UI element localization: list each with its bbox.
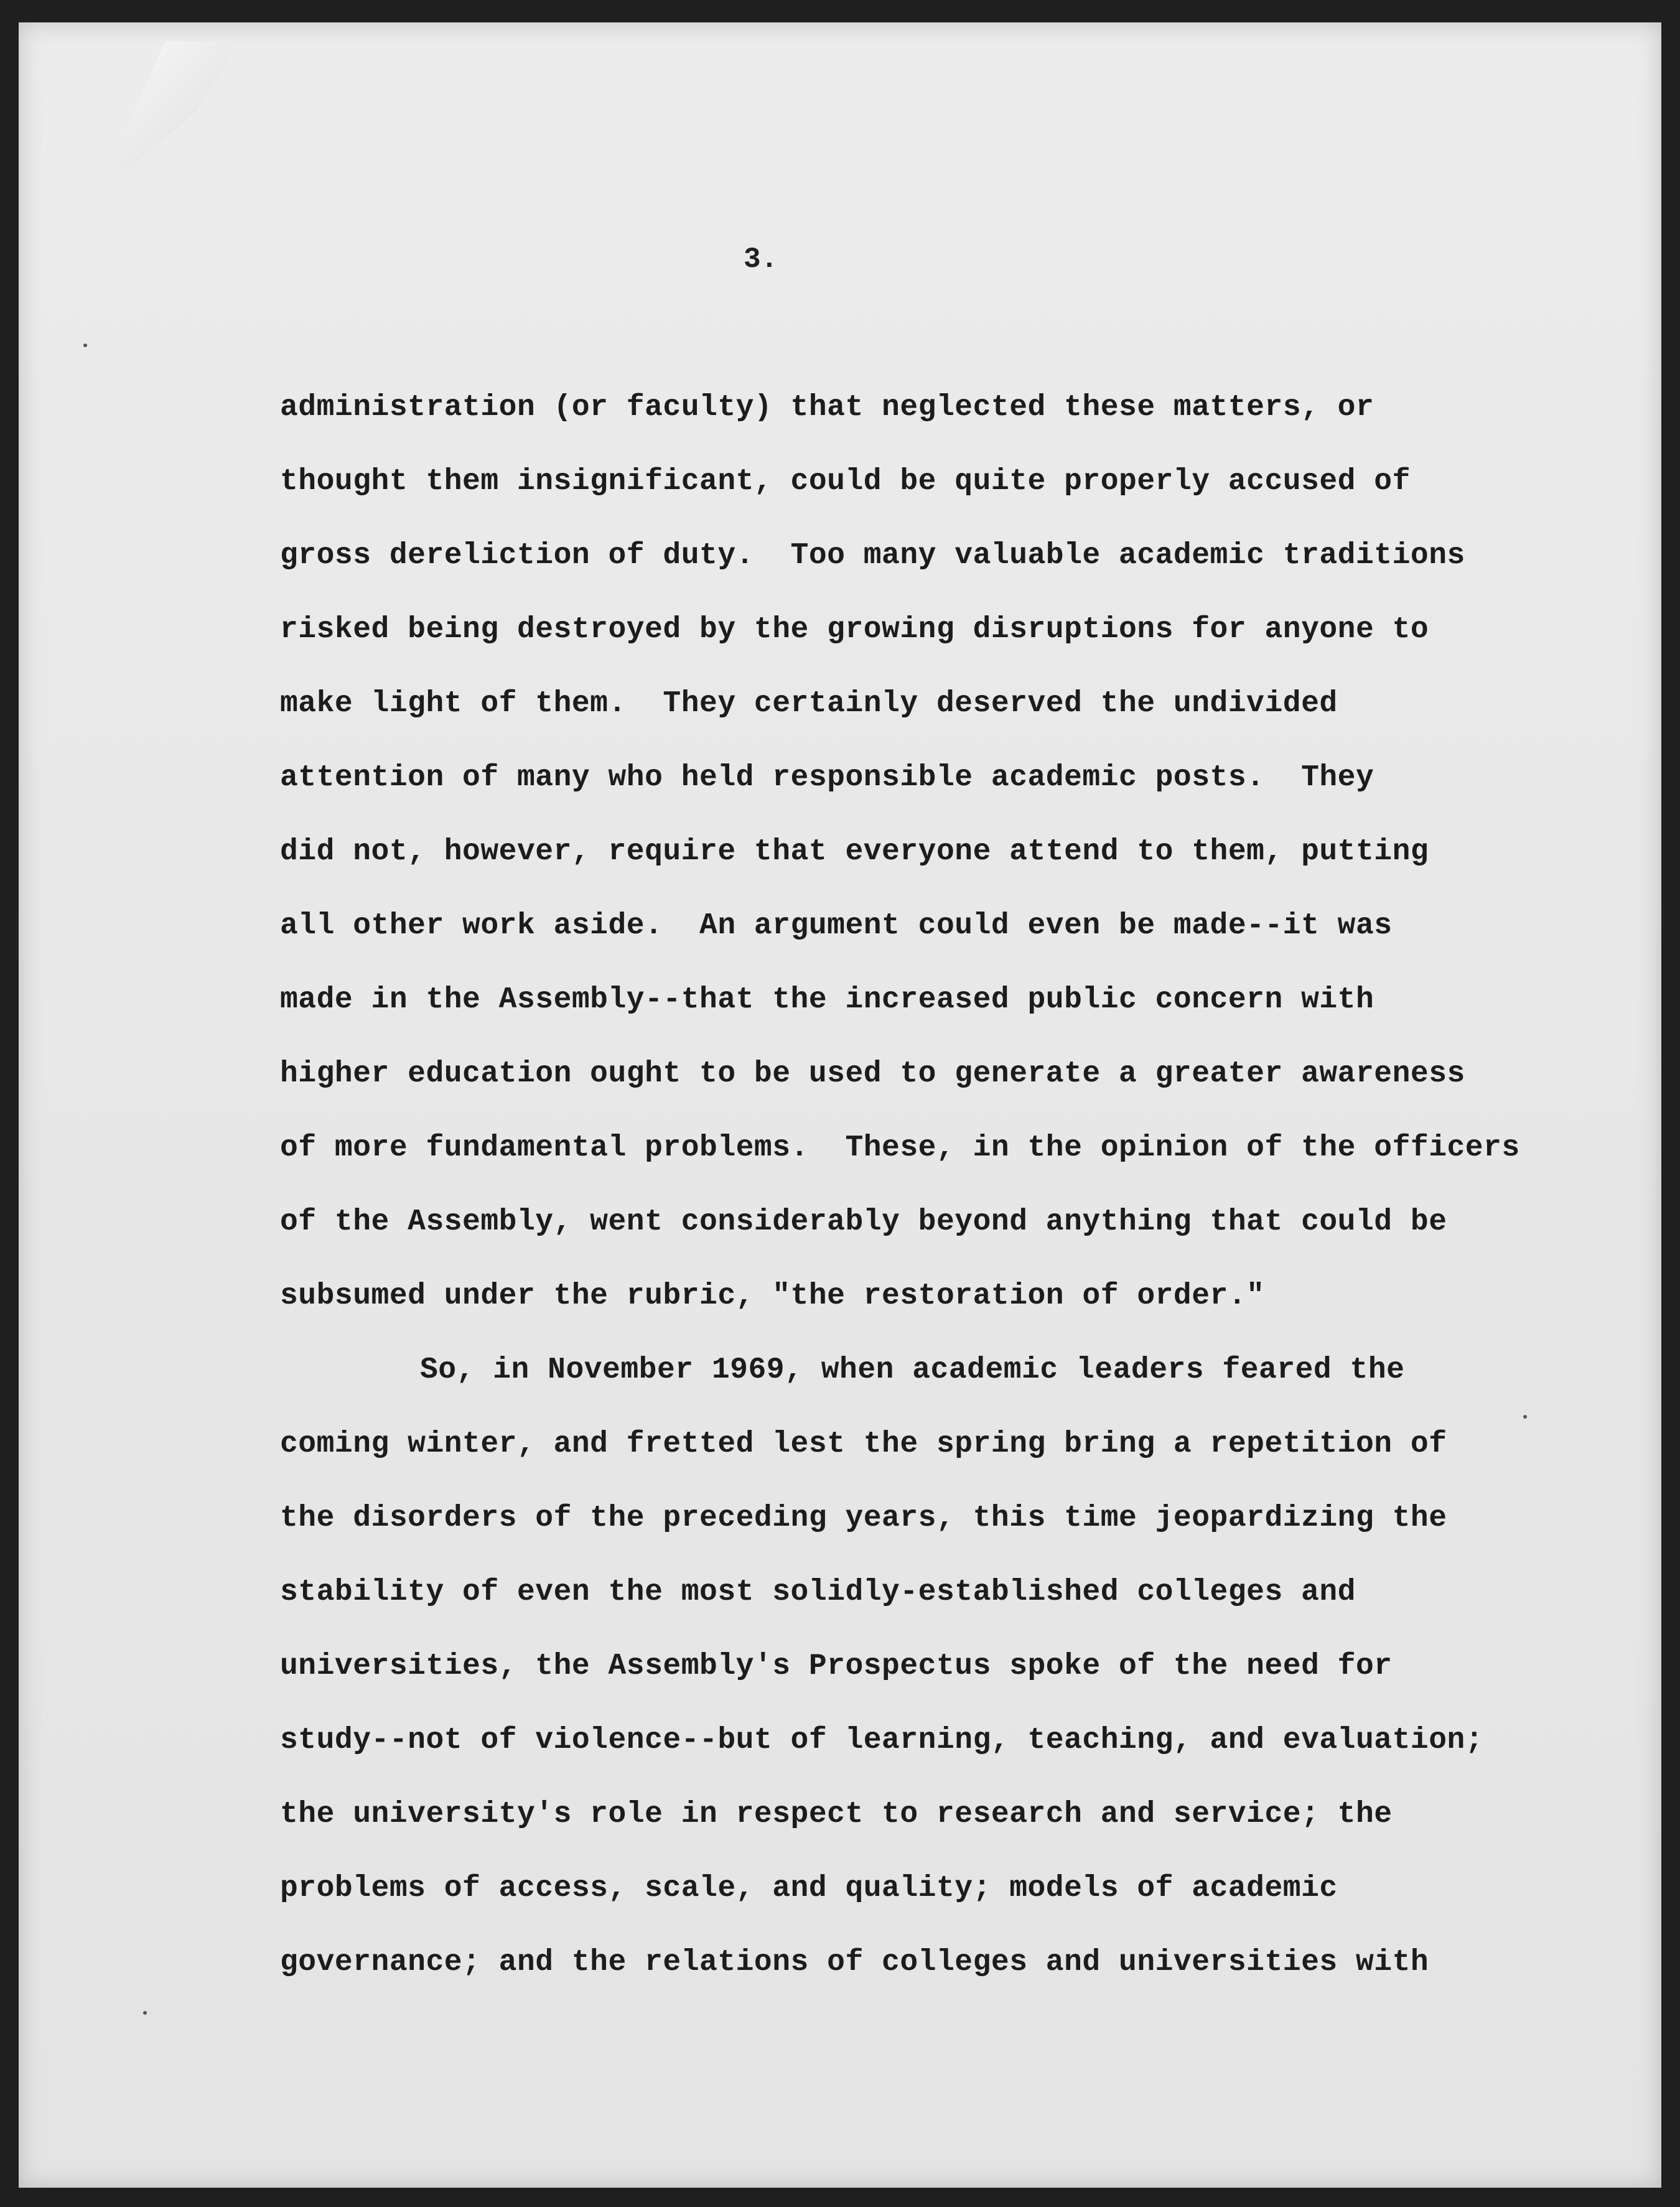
text-line: the disorders of the preceding years, this time jeopardizing the <box>280 1501 1447 1535</box>
text-line: made in the Assembly--that the increased public concern with <box>280 983 1374 1017</box>
text-line: higher education ought to be used to generate a greater awareness <box>280 1057 1465 1091</box>
text-line: stability of even the most solidly-established colleges and <box>280 1575 1356 1609</box>
paper-speck <box>83 343 87 347</box>
text-line: administration (or faculty) that neglected these matters, or <box>280 391 1374 424</box>
text-line: study--not of violence--but of learning, teaching, and evaluation; <box>280 1724 1484 1757</box>
page-number: 3. <box>744 243 778 276</box>
text-line: gross dereliction of duty. Too many valuable academic traditions <box>280 539 1465 572</box>
text-line: attention of many who held responsible academic posts. They <box>280 761 1374 795</box>
text-line: governance; and the relations of colleges and universities with <box>280 1946 1429 1979</box>
text-line: coming winter, and fretted lest the spring bring a repetition of <box>280 1427 1447 1461</box>
text-line: did not, however, require that everyone attend to them, putting <box>280 835 1429 869</box>
text-line: problems of access, scale, and quality; models of academic <box>280 1872 1338 1905</box>
text-line: of the Assembly, went considerably beyond anything that could be <box>280 1205 1447 1239</box>
text-line: all other work aside. An argument could even be made--it was <box>280 909 1393 943</box>
text-line: of more fundamental problems. These, in the opinion of the officers <box>280 1131 1520 1165</box>
text-line: risked being destroyed by the growing disruptions for anyone to <box>280 613 1429 646</box>
text-line: thought them insignificant, could be quite properly accused of <box>280 465 1411 498</box>
text-line: universities, the Assembly's Prospectus spoke of the need for <box>280 1649 1393 1683</box>
paragraph-start-line: So, in November 1969, when academic leaders feared the <box>420 1353 1405 1387</box>
text-line: the university's role in respect to research and service; the <box>280 1798 1393 1831</box>
body-text <box>280 371 1636 2000</box>
text-line: subsumed under the rubric, "the restoration of order." <box>280 1279 1265 1313</box>
paper-speck <box>143 2011 147 2015</box>
folded-corner <box>112 41 230 172</box>
document-page <box>19 22 1661 2188</box>
text-line: make light of them. They certainly deserved the undivided <box>280 687 1338 721</box>
